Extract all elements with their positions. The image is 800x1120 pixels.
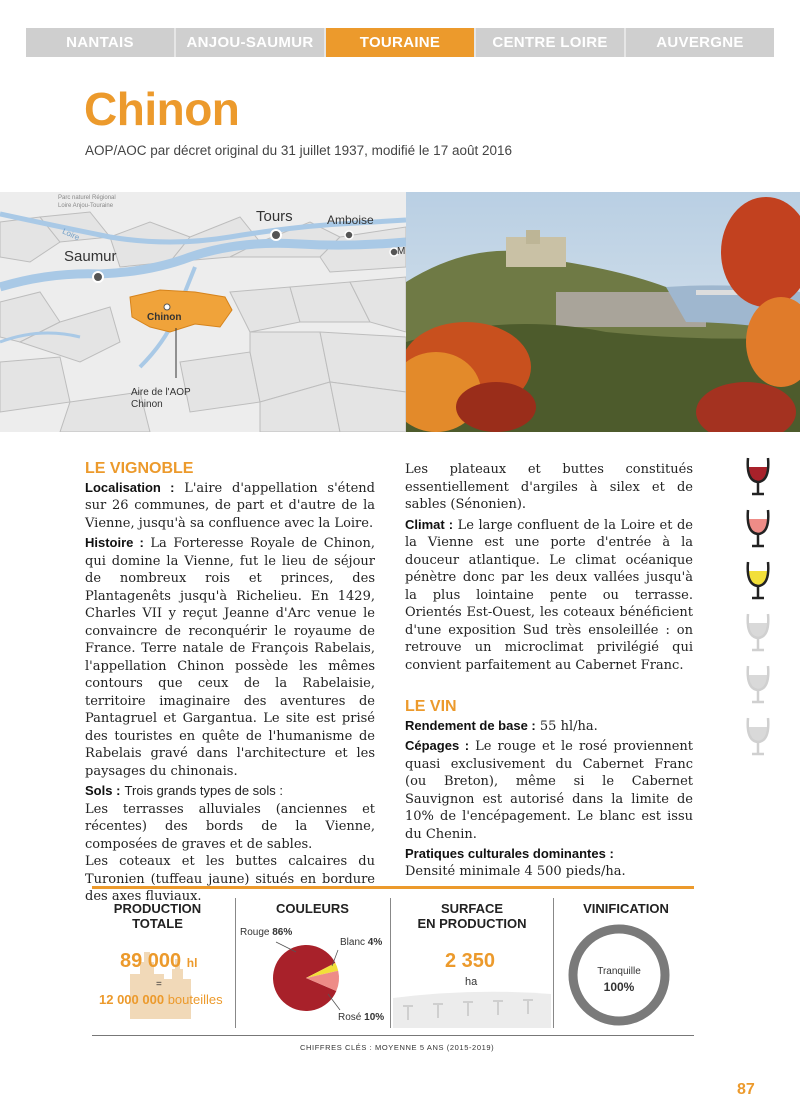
wine-type-icons xyxy=(744,455,776,767)
tab-touraine[interactable]: TOURAINE xyxy=(326,28,476,57)
production-bottles xyxy=(99,992,223,1007)
map-area-label xyxy=(131,387,191,411)
rendement-label: Rendement de base : xyxy=(405,717,536,733)
pie-label-blanc-name: Blanc xyxy=(340,937,366,948)
key-figures-divider xyxy=(390,898,391,1028)
histoire-paragraph xyxy=(85,534,375,780)
tab-auvergne[interactable]: AUVERGNE xyxy=(656,34,744,51)
surface-unit: ha xyxy=(465,976,478,988)
tab-anjou-saumur[interactable]: ANJOU-SAUMUR xyxy=(176,28,326,57)
tab-nantais[interactable]: NANTAIS xyxy=(26,28,176,57)
pie-slices xyxy=(273,942,340,1011)
chinon-dot xyxy=(164,304,170,310)
key-figures-bottom-rule xyxy=(92,1035,694,1036)
pie-label-rouge-name: Rouge xyxy=(240,927,270,938)
appellation-map xyxy=(0,192,406,432)
climat-text: Le large confluent de la Loire et de la Vienne est une porte d'entrée à la douceur atlantique. Le climat océanique pénètre donc par les deux vallées jusqu'à la plus lointaine pente ou terrasse. Orientés Est-Ouest, les coteaux bénéficient d'une exposition Sud très ensoleillée : on retrouve un microclimat privilégié qui convient parfaitement au Cabernet Franc. xyxy=(405,517,694,673)
localisation-paragraph xyxy=(85,479,375,533)
pie-leader-line xyxy=(328,994,340,1010)
region-tabs xyxy=(26,28,774,57)
vinification-label: Tranquille xyxy=(597,966,641,977)
tab-centre-loire[interactable]: CENTRE LOIRE xyxy=(476,28,626,57)
map-label-chinon: Chinon xyxy=(147,312,182,323)
flute-glass-icon xyxy=(744,663,772,705)
production-value xyxy=(120,950,197,973)
sols-item-1: Les terrasses alluviales (anciennes et récentes) des bords de la Vienne, composées de graves et de sables. xyxy=(85,801,375,852)
key-figures-divider xyxy=(553,898,554,1028)
cepages-paragraph xyxy=(405,737,693,843)
map-area-label-line1: Aire de l'AOP xyxy=(131,387,191,398)
key-figures-footnote: CHIFFRES CLÉS : MOYENNE 5 ANS (2015-2019) xyxy=(300,1043,495,1052)
pie-label-blanc-value: 4% xyxy=(367,937,383,948)
vinification-heading: VINIFICATION xyxy=(583,901,669,916)
sols-text: Trois grands types de sols : xyxy=(124,783,284,798)
map-label-park: Parc naturel Régional Loire Anjou-Touraine xyxy=(58,195,116,209)
sols-item-3: Les plateaux et buttes constitués essentiellement d'argiles à silex et de sables (Sénonien). xyxy=(405,462,693,512)
pratiques-label: Pratiques culturales dominantes : xyxy=(405,846,614,861)
right-column xyxy=(405,461,693,880)
vignoble-heading: LE VIGNOBLE xyxy=(85,460,194,477)
rendement-text: 55 hl/ha. xyxy=(539,718,598,734)
map-label-tours: Tours xyxy=(256,208,293,225)
liqueur-glass-icon xyxy=(744,715,772,757)
sparkling-glass-icon xyxy=(744,611,772,653)
map-label-loire: Loire xyxy=(60,226,81,243)
map-label-amboise: Amboise xyxy=(327,213,374,227)
localisation-label: Localisation : xyxy=(85,479,175,495)
tours-dot xyxy=(271,230,281,240)
red-wine-glass-icon xyxy=(744,455,772,497)
pie-label-rouge xyxy=(240,927,292,938)
map-drawing xyxy=(0,192,406,432)
production-heading-line2: TOTALE xyxy=(132,916,183,931)
production-heading xyxy=(100,901,215,931)
pratiques-text: Densité minimale 4 500 pieds/ha. xyxy=(405,863,626,879)
sols-paragraph xyxy=(85,782,375,801)
saumur-dot xyxy=(93,272,103,282)
left-column xyxy=(85,460,375,906)
vinification-value: 100% xyxy=(603,980,635,994)
page-subtitle: AOP/AOC par décret original du 31 juillet 1937, modifié le 17 août 2016 xyxy=(85,143,513,158)
rendement-paragraph xyxy=(405,717,693,736)
page-title: Chinon xyxy=(84,83,240,135)
localisation-text: L'aire d'appellation s'étend sur 26 communes, de part et d'autre de la Vienne, jusqu'à sa confluence avec la Loire. xyxy=(85,480,375,531)
pie-leader-line xyxy=(276,942,296,952)
cepages-text: Le rouge et le rosé proviennent quasi exclusivement du Cabernet Franc (ou Breton), même si le Cabernet Sauvignon est autorisé dans la limite de 10% de l'encépagement. Le blanc est issu du Chenin. xyxy=(405,739,694,842)
histoire-label: Histoire : xyxy=(85,535,144,550)
page-number: 87 xyxy=(737,1081,755,1098)
map-label-saumur: Saumur xyxy=(64,248,117,265)
map-label-m: M xyxy=(397,246,406,257)
production-number: 89 000 xyxy=(120,950,182,972)
sols-item-2: Les coteaux et les buttes calcaires du Turonien (tuffeau jaune) situés en bordure des axes fluviaux. xyxy=(85,854,375,904)
pratiques-paragraph xyxy=(405,845,693,880)
white-wine-glass-icon xyxy=(744,559,772,601)
surface-heading xyxy=(398,901,546,931)
pie-label-rouge-value: 86% xyxy=(272,927,293,938)
surface-heading-line1: SURFACE xyxy=(440,901,504,916)
couleurs-heading: COULEURS xyxy=(276,901,349,916)
sols-label: Sols : xyxy=(85,783,121,798)
production-bottles-unit: bouteilles xyxy=(167,992,223,1007)
cepages-label: Cépages : xyxy=(405,738,470,753)
chinon-photo xyxy=(406,192,800,432)
rose-wine-glass-icon xyxy=(744,507,772,549)
surface-value: 2 350 xyxy=(445,950,496,972)
histoire-text: La Forteresse Royale de Chinon, qui domine la Vienne, fut le lieu de séjour de nombreux rois et princes, des Plantagenêts jusqu'à Richelieu. En 1429, Charles VII y reçut Jeanne d'Arc venue le convaincre de reconquérir le royaume de France. Terre natale de François Rabelais, l'appellation Chinon possède les mêmes contours que ceux de la Rabelaisie, territoire imaginaire des aventures de Pantagruel et Gargantua. Le site est prisé des touristes en quête de l'humanisme de Rabelais gravé dans l'architecture et les paysages du chinonais. xyxy=(85,536,375,779)
map-area-label-line2: Chinon xyxy=(131,399,163,410)
amboise-dot xyxy=(345,231,353,239)
production-bottles-number: 12 000 000 xyxy=(99,992,165,1007)
photo-drawing xyxy=(406,192,800,432)
pie-label-rose-value: 10% xyxy=(364,1012,385,1023)
pie-label-rose xyxy=(338,1012,384,1023)
climat-paragraph xyxy=(405,516,693,675)
production-unit: hl xyxy=(186,956,198,970)
pie-label-blanc xyxy=(340,937,382,948)
production-equals: = xyxy=(156,979,162,990)
production-heading-line1: PRODUCTION xyxy=(113,901,202,916)
key-figures-top-rule xyxy=(92,886,694,889)
climat-label: Climat : xyxy=(405,516,454,532)
surface-heading-line2: EN PRODUCTION xyxy=(417,916,527,931)
pie-label-rose-name: Rosé xyxy=(338,1012,362,1023)
vin-heading: LE VIN xyxy=(405,698,457,715)
